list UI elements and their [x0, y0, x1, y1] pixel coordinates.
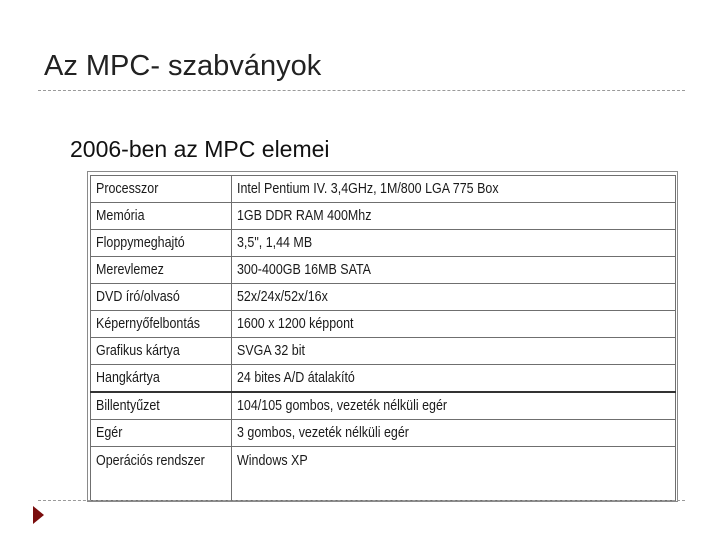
table-row — [91, 257, 676, 284]
table-cell-component: Operációs rendszer — [91, 447, 232, 501]
table-cell-value: 1600 x 1200 képpont — [232, 311, 676, 338]
table-row — [91, 176, 676, 203]
spec-table — [90, 175, 676, 501]
footer-divider — [38, 500, 685, 501]
table-cell-value: Intel Pentium IV. 3,4GHz, 1M/800 LGA 775 Box — [232, 176, 676, 203]
table-cell-component: Memória — [91, 203, 232, 230]
table-cell-value: 104/105 gombos, vezeték nélküli egér — [232, 392, 676, 420]
table-cell-component: Floppymeghajtó — [91, 230, 232, 257]
slide-subtitle: 2006-ben az MPC elemei — [70, 136, 330, 162]
table-cell-value: 52x/24x/52x/16x — [232, 284, 676, 311]
table-cell-value: 3 gombos, vezeték nélküli egér — [232, 420, 676, 447]
table-row — [91, 338, 676, 365]
table-cell-component: Billentyűzet — [91, 392, 232, 420]
table-cell-component: Hangkártya — [91, 365, 232, 393]
table-cell-component: Grafikus kártya — [91, 338, 232, 365]
title-divider — [38, 90, 685, 91]
table-cell-value: 24 bites A/D átalakító — [232, 365, 676, 393]
table-row — [91, 311, 676, 338]
table-cell-component: Merevlemez — [91, 257, 232, 284]
table-cell-value: Windows XP — [232, 447, 676, 501]
table-row — [91, 420, 676, 447]
table-row — [91, 203, 676, 230]
table-row — [91, 284, 676, 311]
play-arrow-icon[interactable] — [33, 506, 44, 524]
table-cell-component: Egér — [91, 420, 232, 447]
table-cell-component: DVD író/olvasó — [91, 284, 232, 311]
table-cell-value: 3,5", 1,44 MB — [232, 230, 676, 257]
table-cell-component: Processzor — [91, 176, 232, 203]
table-row — [91, 447, 676, 501]
table-cell-value: 300-400GB 16MB SATA — [232, 257, 676, 284]
table-cell-value: SVGA 32 bit — [232, 338, 676, 365]
table-row — [91, 365, 676, 393]
slide-title: Az MPC- szabványok — [44, 50, 322, 82]
table-cell-value: 1GB DDR RAM 400Mhz — [232, 203, 676, 230]
table-cell-component: Képernyőfelbontás — [91, 311, 232, 338]
table-row — [91, 230, 676, 257]
table-row — [91, 392, 676, 420]
